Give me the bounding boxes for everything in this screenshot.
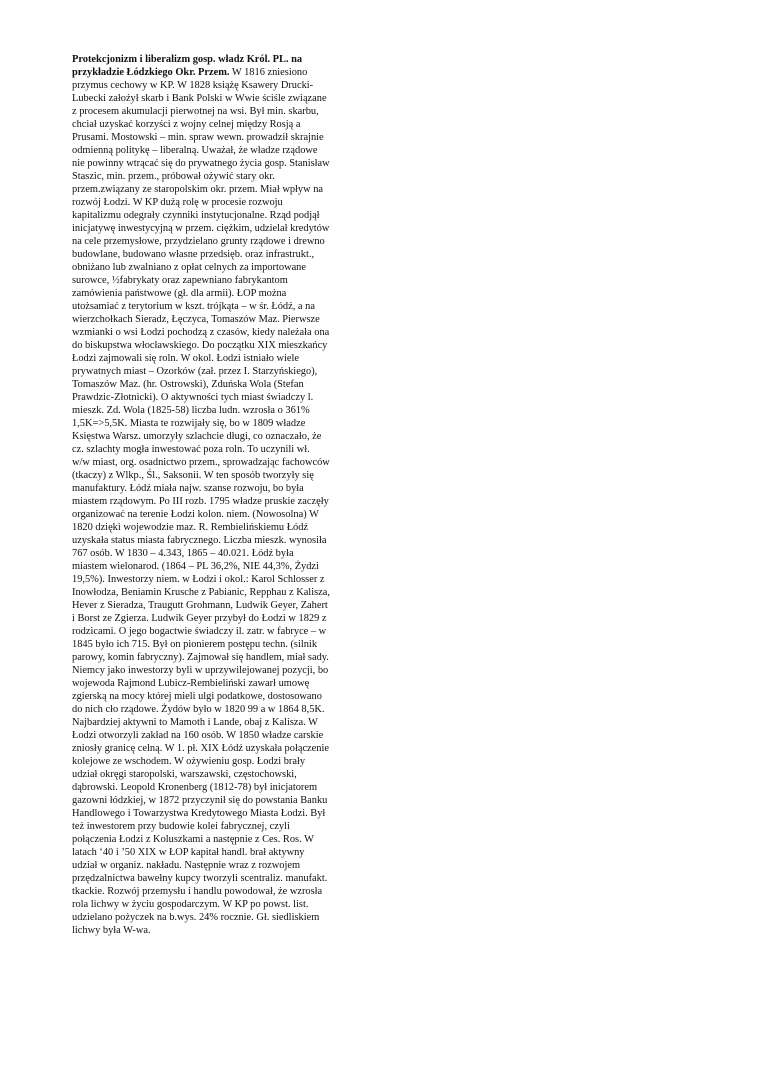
body-paragraph — [72, 53, 330, 937]
paragraph-body: W 1816 zniesiono przymus cechowy w KP. W 1828 książę Ksawery Drucki-Lubecki założył skarb i Bank Polski w Wwie ściśle związane z procesem akumulacji pierwotnej na wsi. Był min. skarbu, chciał uzyskać korzyści z wojny celnej między Rosją a Prusami. Mostowski – min. spraw wewn. prowadził skrajnie odmienną politykę – liberalną. Uważał, że władze rządowe nie powinny wtrącać się do prywatnego życia gosp. Stanisław Staszic, min. przem., próbował ożywić stary okr. przem.związany ze staropolskim okr. przem. Miał wpływ na rozwój Łodzi. W KP dużą rolę w procesie rozwoju kapitalizmu odegrały czynniki instytucjonalne. Rząd podjął inicjatywę inwestycyjną w przem. ciężkim, udzielał kredytów na cele przemysłowe, przydzielano grunty rządowe i drewno budowlane, budowano własne przedsięb. oraz infrastrukt., obniżano lub zwalniano z opłat celnych za importowane surowce, ½fabrykaty oraz zapewniano fabrykantom zamówienia państwowe (gł. dla armii). ŁOP można utożsamiać z terytorium w kszt. trójkąta – w śr. Łódź, a na wierzchołkach Sieradz, Łęczyca, Tomaszów Maz. Pierwsze wzmianki o wsi Łodzi pochodzą z czasów, kiedy należała ona do biskupstwa włocławskiego. Do początku XIX mieszkańcy Łodzi zajmowali się roln. W okol. Łodzi istniało wiele prywatnych miast – Ozorków (zał. przez I. Starzyńskiego), Tomaszów Maz. (hr. Ostrowski), Zduńska Wola (Stefan Prawdzic-Złotnicki). O aktywności tych miast świadczy l. mieszk. Zd. Wola (1825-58) liczba ludn. wzrosła o 361% 1,5K=>5,5K. Miasta te rozwijały się, bo w 1809 władze Księstwa Warsz. umorzyły szlachcie długi, co oznaczało, że cz. szlachty mogła inwestować poza roln. To uczynili wł. w/w miast, org. osadnictwo przem., sprowadzając fachowców (tkaczy) z Wlkp., Śl., Saksonii. W ten sposób tworzyły się manufaktury. Łódź miała najw. szanse rozwoju, bo była miastem rządowym. Po III rozb. 1795 władze pruskie zaczęły organizować na terenie Łodzi kolon. niem. (Nowosolna) W 1820 dzięki wojewodzie maz. R. Rembielińskiemu Łódź uzyskała status miasta fabrycznego. Liczba mieszk. wynosiła 767 osób. W 1830 – 4.343, 1865 – 40.021. Łódź była miastem wielonarod. (1864 – PL 36,2%, NIE 44,3%, Żydzi 19,5%). Inwestorzy niem. w Łodzi i okol.: Karol Schlosser z Inowłodza, Beniamin Krusche z Pabianic, Repphau z Kalisza, Hever z Sieradza, Traugutt Grohmann, Ludwik Geyer, Zahert i Borst ze Zgierza. Ludwik Geyer przybył do Łodzi w 1829 z rodzicami. O jego bogactwie świadczy il. zatr. w fabryce – w 1845 było ich 715. Był on pionierem postępu techn. (silnik parowy, komin fabryczny). Zajmował się handlem, miał sady. Niemcy jako inwestorzy byli w uprzywilejowanej pozycji, bo wojewoda Rajmond Lubicz-Rembieliński zawarł umowę zgierską na mocy której mieli ulgi podatkowe, dostosowano do nich cło rządowe. Żydów było w 1820 99 a w 1864 8,5K. Najbardziej aktywni to Mamoth i Lande, obaj z Kalisza. W Łodzi otworzyli zakład na 160 osób. W 1850 władze carskie zniosły granicę celną. W 1. pł. XIX Łódź uzyskała połączenie kolejowe ze wschodem. W ożywieniu gosp. Łodzi brały udział okręgi staropolski, warszawski, częstochowski, dąbrowski. Leopold Kronenberg (1812-78) był inicjatorem gazowni łódzkiej, w 1872 przyczynił się do powstania Banku Handlowego i Towarzystwa Kredytowego Miasta Łodzi. Był też inwestorem przy budowie kolei fabrycznej, czyli połączenia Łodzi z Koluszkami a następnie z Ces. Ros. W latach ‘40 i ’50 XIX w ŁOP kapitał handl. brał aktywny udział w organiz. nakładu. Następnie wraz z rozwojem przędzalnictwa bawełny kupcy tworzyli scentraliz. manufakt. tkackie. Rozwój przemysłu i handlu powodował, że wzrosła rola lichwy w życiu gospodarczym. W KP po powst. list. udzielano pożyczek na b.wys. 24% rocznie. Gł. siedliskiem lichwy była W-wa. — [72, 67, 330, 936]
text-column — [72, 53, 330, 937]
paragraph-heading: Protekcjonizm i liberalizm gosp. władz Król. PL. na przykładzie Łódzkiego Okr. Przem. — [72, 54, 303, 78]
